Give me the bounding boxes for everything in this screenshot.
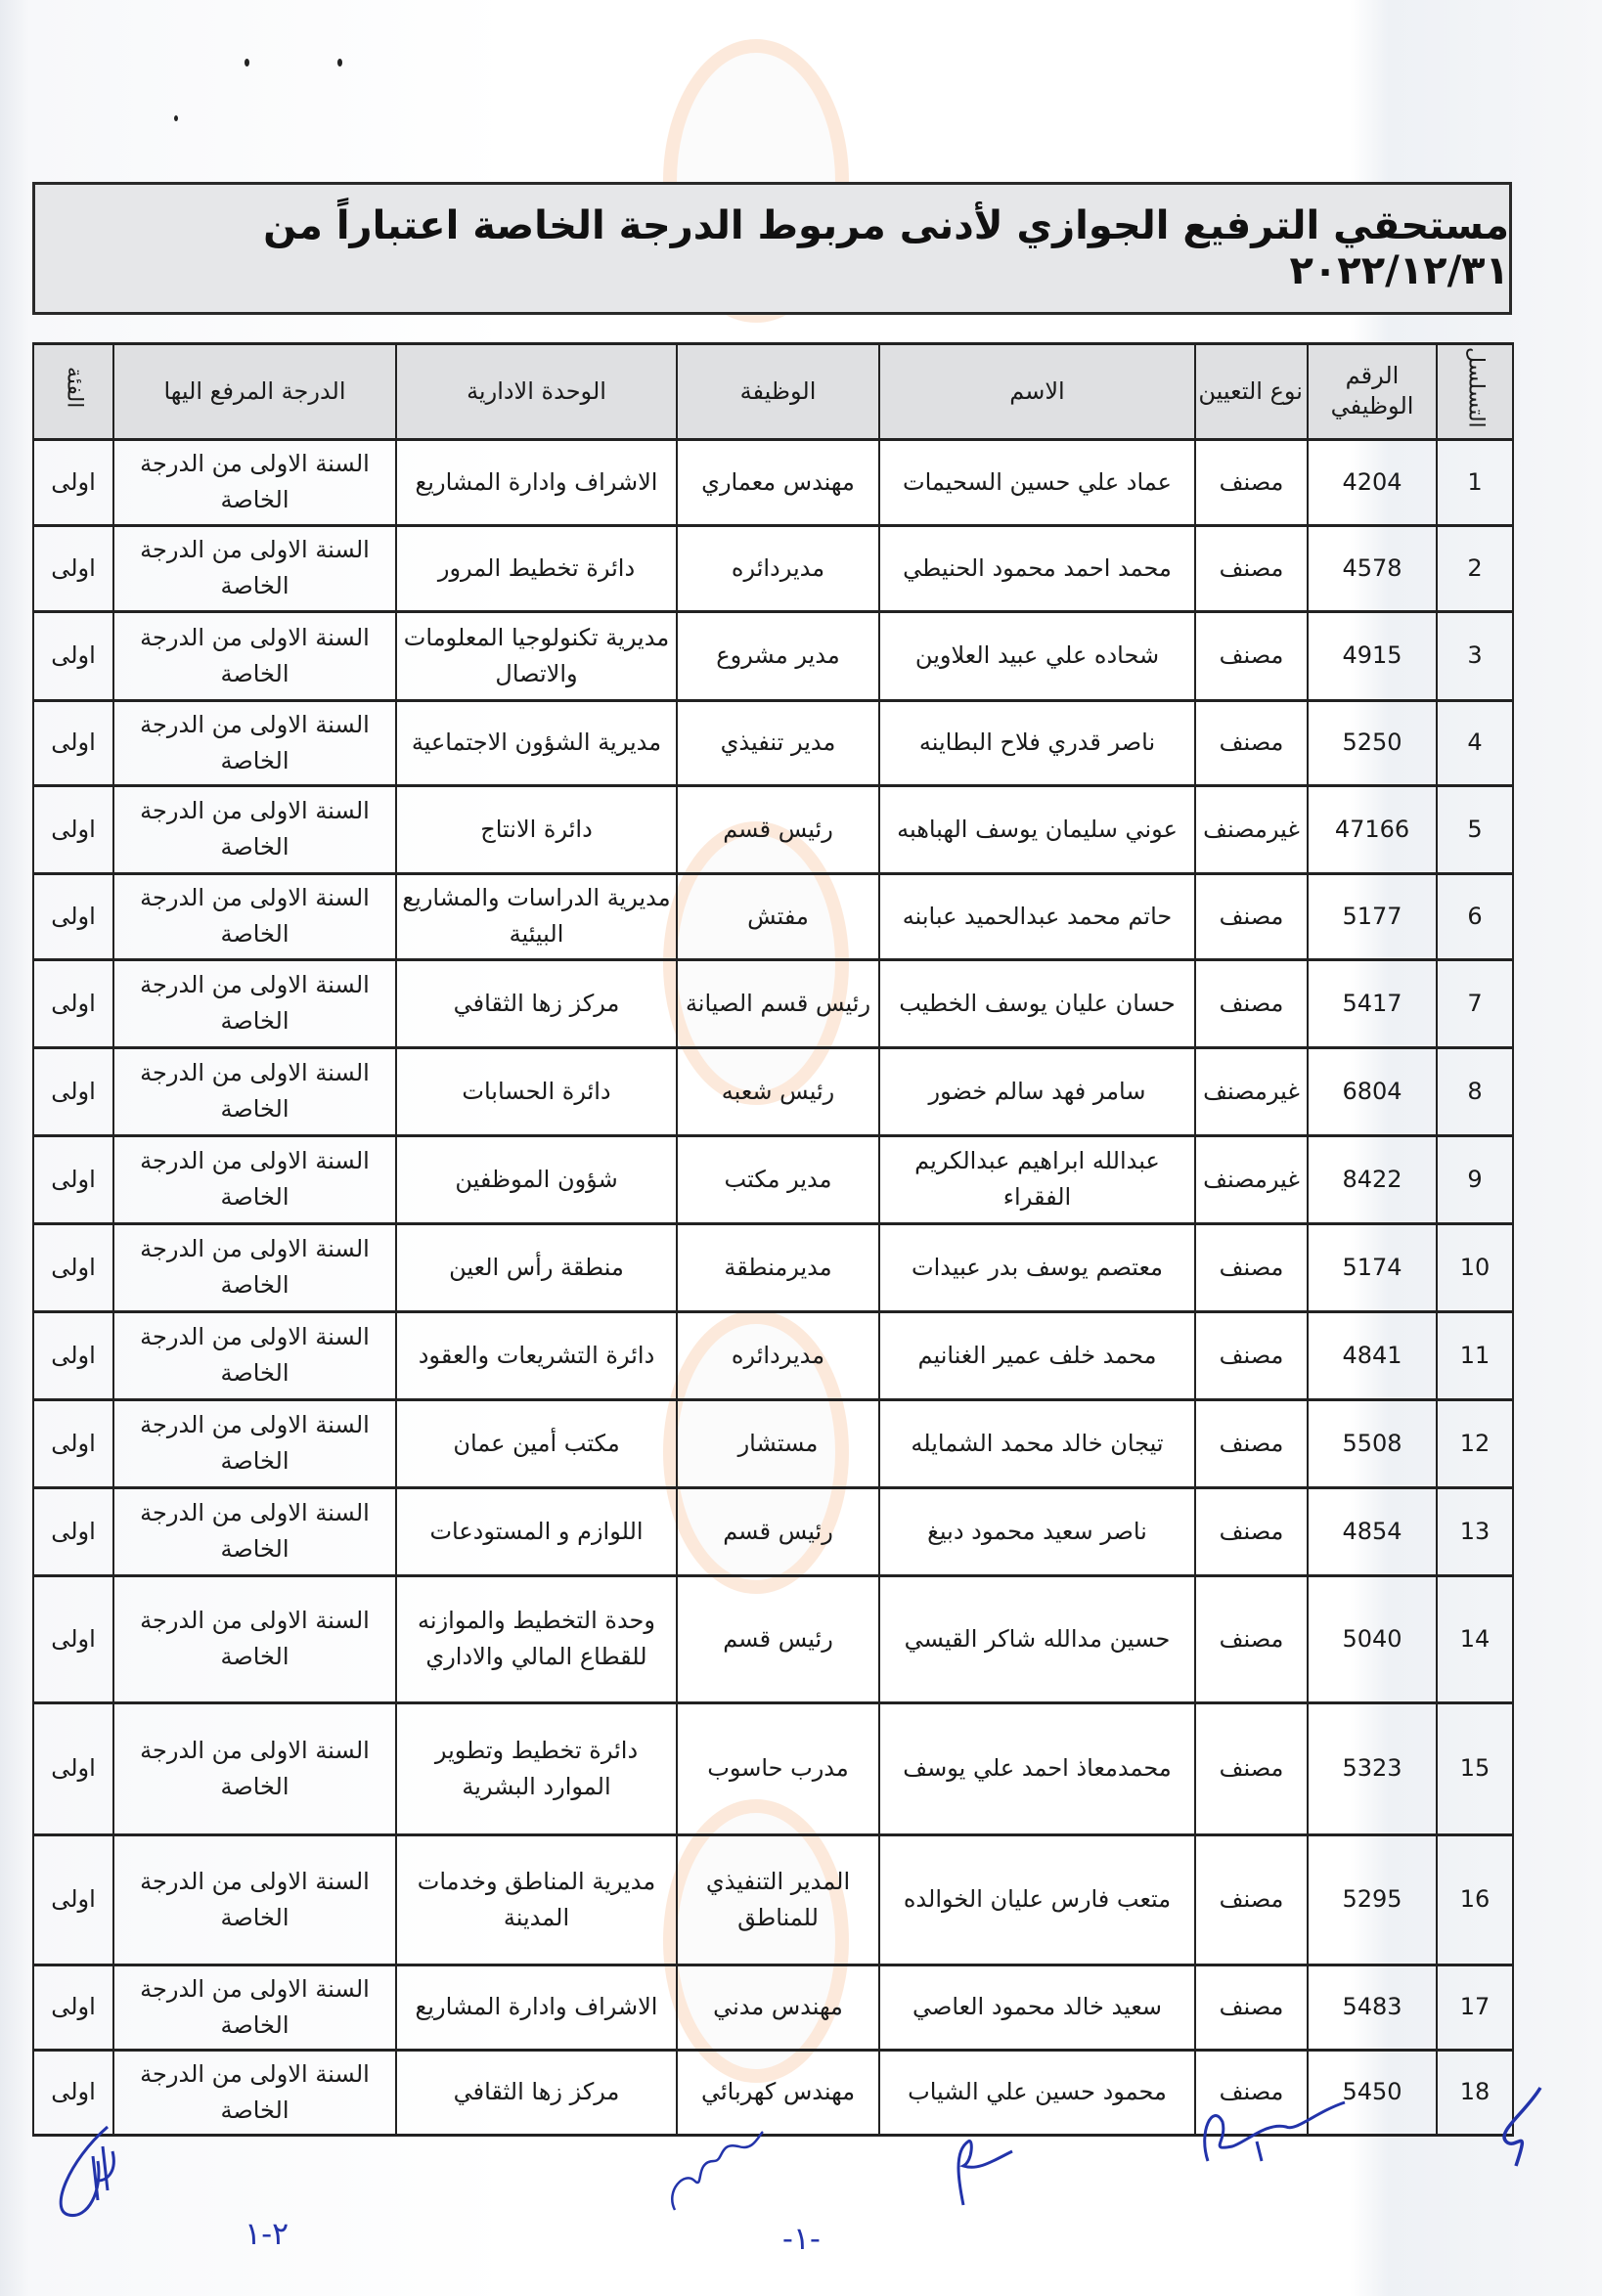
cell-admin-unit: مديرية المناطق وخدمات المدينة xyxy=(396,1834,677,1965)
cell-name: متعب فارس عليان الخوالده xyxy=(879,1834,1195,1965)
header-employee-no: الرقم الوظيفي xyxy=(1308,344,1437,440)
cell-grade: السنة الاولى من الدرجة الخاصة xyxy=(113,1965,396,2050)
table-row xyxy=(33,1135,1513,1223)
table-header-row xyxy=(33,344,1513,440)
cell-serial: 5 xyxy=(1437,785,1513,873)
header-serial: التسلسل xyxy=(1437,344,1513,440)
cell-job: رئيس قسم xyxy=(677,785,879,873)
cell-name: ناصر قدري فلاح البطاينه xyxy=(879,700,1195,785)
cell-appointment-type: مصنف xyxy=(1195,700,1308,785)
cell-category: اولى xyxy=(33,785,113,873)
table-row xyxy=(33,1223,1513,1311)
cell-employee-no: 5174 xyxy=(1308,1223,1437,1311)
cell-job: المدير التنفيذي للمناطق xyxy=(677,1834,879,1965)
cell-admin-unit: اللوازم و المستودعات xyxy=(396,1487,677,1575)
cell-name: محمود حسين علي الشياب xyxy=(879,2050,1195,2135)
cell-appointment-type: مصنف xyxy=(1195,1487,1308,1575)
table-row xyxy=(33,873,1513,959)
cell-employee-no: 5417 xyxy=(1308,959,1437,1047)
cell-name: حسان عليان يوسف الخطيب xyxy=(879,959,1195,1047)
cell-appointment-type: مصنف xyxy=(1195,1834,1308,1965)
cell-name: ناصر سعيد محمود دبيغ xyxy=(879,1487,1195,1575)
cell-employee-no: 5508 xyxy=(1308,1399,1437,1487)
table-row xyxy=(33,1965,1513,2050)
cell-employee-no: 5295 xyxy=(1308,1834,1437,1965)
cell-category: اولى xyxy=(33,1311,113,1399)
cell-job: مهندس مدني xyxy=(677,1965,879,2050)
table-row xyxy=(33,1487,1513,1575)
cell-appointment-type: مصنف xyxy=(1195,1702,1308,1834)
cell-serial: 17 xyxy=(1437,1965,1513,2050)
cell-admin-unit: دائرة الانتاج xyxy=(396,785,677,873)
cell-name: محمد خلف عمير الغنانيم xyxy=(879,1311,1195,1399)
cell-job: مدير مكتب xyxy=(677,1135,879,1223)
cell-job: مدير مشروع xyxy=(677,611,879,700)
cell-employee-no: 4854 xyxy=(1308,1487,1437,1575)
header-admin-unit: الوحدة الادارية xyxy=(396,344,677,440)
cell-appointment-type: مصنف xyxy=(1195,439,1308,525)
cell-name: محمد احمد محمود الحنيطي xyxy=(879,525,1195,611)
table-row xyxy=(33,525,1513,611)
cell-serial: 6 xyxy=(1437,873,1513,959)
signature-scribble-icon xyxy=(944,2122,1022,2210)
cell-grade: السنة الاولى من الدرجة الخاصة xyxy=(113,959,396,1047)
signature-scribble-icon xyxy=(49,2122,176,2230)
cell-job: رئيس قسم xyxy=(677,1487,879,1575)
table-row xyxy=(33,1047,1513,1135)
cell-category: اولى xyxy=(33,873,113,959)
cell-category: اولى xyxy=(33,1047,113,1135)
cell-serial: 9 xyxy=(1437,1135,1513,1223)
cell-admin-unit: دائرة تخطيط وتطوير الموارد البشرية xyxy=(396,1702,677,1834)
cell-category: اولى xyxy=(33,1575,113,1702)
cell-serial: 14 xyxy=(1437,1575,1513,1702)
cell-grade: السنة الاولى من الدرجة الخاصة xyxy=(113,439,396,525)
table-body xyxy=(33,439,1513,2135)
cell-grade: السنة الاولى من الدرجة الخاصة xyxy=(113,1135,396,1223)
cell-appointment-type: غيرمصنف xyxy=(1195,1135,1308,1223)
cell-appointment-type: مصنف xyxy=(1195,611,1308,700)
cell-name: حسين مدالله شاكر القيسي xyxy=(879,1575,1195,1702)
table-row xyxy=(33,1702,1513,1834)
cell-grade: السنة الاولى من الدرجة الخاصة xyxy=(113,873,396,959)
cell-job: رئيس شعبه xyxy=(677,1047,879,1135)
cell-grade: السنة الاولى من الدرجة الخاصة xyxy=(113,1575,396,1702)
cell-serial: 15 xyxy=(1437,1702,1513,1834)
signature xyxy=(665,2132,773,2224)
signature-scribble-icon xyxy=(1188,2093,1355,2171)
cell-grade: السنة الاولى من الدرجة الخاصة xyxy=(113,1399,396,1487)
cell-appointment-type: مصنف xyxy=(1195,873,1308,959)
cell-employee-no: 5450 xyxy=(1308,2050,1437,2135)
cell-job: مستشار xyxy=(677,1399,879,1487)
signature xyxy=(49,2122,176,2233)
cell-admin-unit: مركز زها الثقافي xyxy=(396,959,677,1047)
cell-admin-unit: الاشراف وادارة المشاريع xyxy=(396,1965,677,2050)
signature xyxy=(944,2122,1022,2214)
table-row xyxy=(33,1834,1513,1965)
cell-serial: 3 xyxy=(1437,611,1513,700)
scan-speck xyxy=(245,59,249,66)
cell-appointment-type: غيرمصنف xyxy=(1195,785,1308,873)
cell-employee-no: 47166 xyxy=(1308,785,1437,873)
cell-category: اولى xyxy=(33,1399,113,1487)
cell-serial: 4 xyxy=(1437,700,1513,785)
cell-category: اولى xyxy=(33,700,113,785)
cell-serial: 2 xyxy=(1437,525,1513,611)
cell-admin-unit: مديرية الدراسات والمشاريع البيئية xyxy=(396,873,677,959)
cell-admin-unit: دائرة التشريعات والعقود xyxy=(396,1311,677,1399)
cell-job: مديردائره xyxy=(677,1311,879,1399)
cell-name: سامر فهد سالم خضور xyxy=(879,1047,1195,1135)
cell-grade: السنة الاولى من الدرجة الخاصة xyxy=(113,1223,396,1311)
cell-serial: 11 xyxy=(1437,1311,1513,1399)
cell-appointment-type: مصنف xyxy=(1195,1399,1308,1487)
cell-employee-no: 5323 xyxy=(1308,1702,1437,1834)
cell-job: مدرب حاسوب xyxy=(677,1702,879,1834)
table-row xyxy=(33,439,1513,525)
cell-appointment-type: مصنف xyxy=(1195,1223,1308,1311)
table-row xyxy=(33,611,1513,700)
cell-grade: السنة الاولى من الدرجة الخاصة xyxy=(113,611,396,700)
table-row xyxy=(33,1399,1513,1487)
cell-grade: السنة الاولى من الدرجة الخاصة xyxy=(113,525,396,611)
cell-category: اولى xyxy=(33,1965,113,2050)
cell-name: معتصم يوسف بدر عبيدات xyxy=(879,1223,1195,1311)
cell-employee-no: 4578 xyxy=(1308,525,1437,611)
cell-grade: السنة الاولى من الدرجة الخاصة xyxy=(113,700,396,785)
cell-name: شحاده علي عبيد العلاوين xyxy=(879,611,1195,700)
cell-category: اولى xyxy=(33,1223,113,1311)
cell-admin-unit: دائرة تخطيط المرور xyxy=(396,525,677,611)
table-row xyxy=(33,700,1513,785)
cell-admin-unit: شؤون الموظفين xyxy=(396,1135,677,1223)
cell-grade: السنة الاولى من الدرجة الخاصة xyxy=(113,1487,396,1575)
table-row xyxy=(33,1575,1513,1702)
cell-admin-unit: مديرية الشؤون الاجتماعية xyxy=(396,700,677,785)
cell-employee-no: 6804 xyxy=(1308,1047,1437,1135)
header-grade: الدرجة المرفع اليها xyxy=(113,344,396,440)
cell-employee-no: 4204 xyxy=(1308,439,1437,525)
cell-employee-no: 5250 xyxy=(1308,700,1437,785)
cell-employee-no: 5483 xyxy=(1308,1965,1437,2050)
cell-employee-no: 4915 xyxy=(1308,611,1437,700)
cell-serial: 8 xyxy=(1437,1047,1513,1135)
cell-grade: السنة الاولى من الدرجة الخاصة xyxy=(113,1311,396,1399)
cell-job: مهندس معماري xyxy=(677,439,879,525)
cell-serial: 16 xyxy=(1437,1834,1513,1965)
cell-admin-unit: وحدة التخطيط والموازنه للقطاع المالي والاداري xyxy=(396,1575,677,1702)
cell-admin-unit: مكتب أمين عمان xyxy=(396,1399,677,1487)
cell-category: اولى xyxy=(33,2050,113,2135)
cell-employee-no: 4841 xyxy=(1308,1311,1437,1399)
header-category: الفئة xyxy=(33,344,113,440)
document-title: مستحقي الترفيع الجوازي لأدنى مربوط الدرجة الخاصة اعتباراً من ٢٠٢٢/١٢/٣١ xyxy=(263,203,1509,293)
document-title-box xyxy=(32,182,1512,315)
cell-job: رئيس قسم xyxy=(677,1575,879,1702)
signature-scribble-icon xyxy=(665,2132,773,2220)
cell-name: تيجان خالد محمد الشمايله xyxy=(879,1399,1195,1487)
cell-job: رئيس قسم الصيانة xyxy=(677,959,879,1047)
cell-employee-no: 5177 xyxy=(1308,873,1437,959)
cell-category: اولى xyxy=(33,611,113,700)
cell-category: اولى xyxy=(33,1487,113,1575)
cell-admin-unit: منطقة رأس العين xyxy=(396,1223,677,1311)
cell-job: مديرمنطقة xyxy=(677,1223,879,1311)
header-job: الوظيفة xyxy=(677,344,879,440)
cell-name: عماد علي حسين السحيمات xyxy=(879,439,1195,525)
cell-serial: 7 xyxy=(1437,959,1513,1047)
cell-serial: 1 xyxy=(1437,439,1513,525)
cell-category: اولى xyxy=(33,1135,113,1223)
cell-serial: 12 xyxy=(1437,1399,1513,1487)
cell-name: حاتم محمد عبدالحميد عبابنه xyxy=(879,873,1195,959)
cell-appointment-type: مصنف xyxy=(1195,2050,1308,2135)
cell-category: اولى xyxy=(33,959,113,1047)
table-row xyxy=(33,785,1513,873)
cell-admin-unit: دائرة الحسابات xyxy=(396,1047,677,1135)
cell-grade: السنة الاولى من الدرجة الخاصة xyxy=(113,2050,396,2135)
header-appointment-type: نوع التعيين xyxy=(1195,344,1308,440)
cell-employee-no: 5040 xyxy=(1308,1575,1437,1702)
cell-appointment-type: مصنف xyxy=(1195,1575,1308,1702)
page-number: -١- xyxy=(782,2220,821,2257)
cell-appointment-type: غيرمصنف xyxy=(1195,1047,1308,1135)
cell-category: اولى xyxy=(33,1834,113,1965)
cell-job: مدير تنفيذي xyxy=(677,700,879,785)
cell-appointment-type: مصنف xyxy=(1195,1311,1308,1399)
cell-grade: السنة الاولى من الدرجة الخاصة xyxy=(113,1702,396,1834)
cell-serial: 18 xyxy=(1437,2050,1513,2135)
cell-appointment-type: مصنف xyxy=(1195,525,1308,611)
cell-admin-unit: الاشراف وادارة المشاريع xyxy=(396,439,677,525)
scan-speck xyxy=(337,59,342,66)
cell-admin-unit: مركز زها الثقافي xyxy=(396,2050,677,2135)
cell-category: اولى xyxy=(33,525,113,611)
cell-name: سعيد خالد محمود العاصي xyxy=(879,1965,1195,2050)
cell-job: مديردائره xyxy=(677,525,879,611)
cell-serial: 10 xyxy=(1437,1223,1513,1311)
cell-grade: السنة الاولى من الدرجة الخاصة xyxy=(113,785,396,873)
cell-serial: 13 xyxy=(1437,1487,1513,1575)
cell-name: عوني سليمان يوسف الهباهبه xyxy=(879,785,1195,873)
page-reference: ٢-١ xyxy=(245,2215,289,2252)
header-name: الاسم xyxy=(879,344,1195,440)
scan-speck xyxy=(174,115,178,121)
signature xyxy=(1487,2083,1555,2175)
cell-appointment-type: مصنف xyxy=(1195,959,1308,1047)
signature-scribble-icon xyxy=(1487,2083,1555,2171)
cell-job: مفتش xyxy=(677,873,879,959)
cell-grade: السنة الاولى من الدرجة الخاصة xyxy=(113,1047,396,1135)
table-row xyxy=(33,959,1513,1047)
table-row xyxy=(33,1311,1513,1399)
signature xyxy=(1188,2093,1355,2175)
cell-grade: السنة الاولى من الدرجة الخاصة xyxy=(113,1834,396,1965)
cell-employee-no: 8422 xyxy=(1308,1135,1437,1223)
cell-job: مهندس كهربائي xyxy=(677,2050,879,2135)
cell-category: اولى xyxy=(33,1702,113,1834)
cell-admin-unit: مديرية تكنولوجيا المعلومات والاتصال xyxy=(396,611,677,700)
promotion-table xyxy=(32,342,1514,2137)
cell-category: اولى xyxy=(33,439,113,525)
cell-name: محمدمعاذ احمد علي يوسف xyxy=(879,1702,1195,1834)
cell-name: عبدالله ابراهيم عبدالكريم الفقراء xyxy=(879,1135,1195,1223)
cell-appointment-type: مصنف xyxy=(1195,1965,1308,2050)
